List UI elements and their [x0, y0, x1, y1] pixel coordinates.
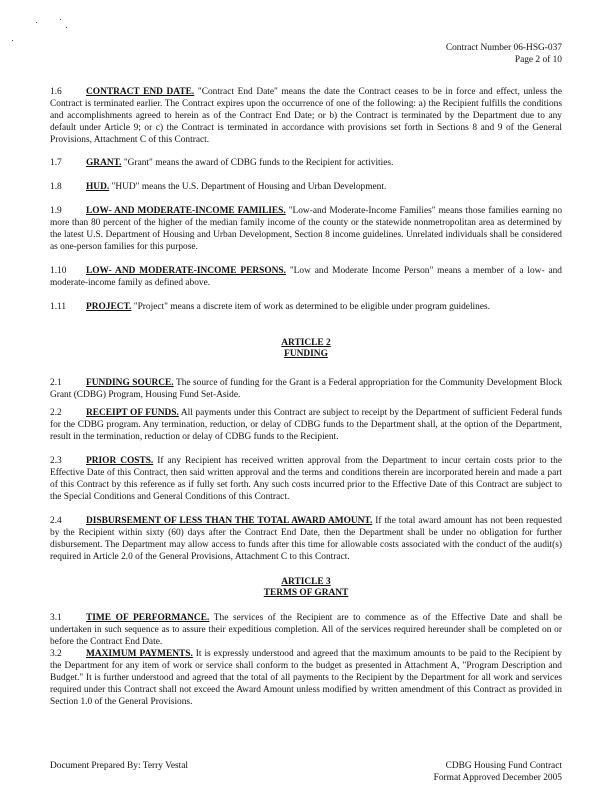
section-heading: RECEIPT OF FUNDS. — [86, 408, 179, 418]
section-heading: TIME OF PERFORMANCE. — [86, 613, 210, 623]
contract-type: CDBG Housing Fund Contract — [445, 761, 562, 771]
article-3-subtitle: TERMS OF GRANT — [263, 588, 349, 598]
section-3-1 — [50, 612, 562, 648]
section-number: 2.1 — [50, 378, 62, 388]
section-1-9 — [50, 205, 562, 253]
section-text: The services of the Recipient are to commence as of the Effective Date and shall be undertaken in such sequence as to assure their expeditious completion. All of the services required hereunder shall be completed on or before the Contract End Date. — [50, 613, 562, 647]
section-heading: CONTRACT END DATE. — [86, 87, 195, 97]
section-1-7 — [50, 157, 562, 169]
section-heading: MAXIMUM PAYMENTS. — [86, 649, 193, 659]
section-number: 2.3 — [50, 456, 62, 466]
section-3-2 — [50, 648, 562, 708]
section-heading: DISBURSEMENT OF LESS THAN THE TOTAL AWARD AMOUNT. — [86, 516, 373, 526]
section-1-10 — [50, 265, 562, 289]
section-2-1 — [50, 377, 562, 401]
section-2-4 — [50, 515, 562, 563]
section-text: "Low-and Moderate-Income Families" means those families earning no more than 80 percent of the higher of the median family income of the county or the statewide nonmetropolitan area as determined by the latest U.S. Department of Housing and Urban Development, Section 8 income guidelines. Unrelated individuals shall be considered as one-person families for this purpose. — [50, 206, 563, 252]
section-text: "HUD" means the U.S. Department of Housing and Urban Development. — [109, 182, 387, 192]
section-number: 1.9 — [50, 206, 62, 216]
section-number: 2.2 — [50, 408, 62, 418]
section-heading: LOW- AND MODERATE-INCOME FAMILIES. — [86, 206, 286, 216]
section-1-11 — [50, 301, 562, 313]
section-heading: HUD. — [86, 182, 110, 192]
section-text: It is expressly understood and agreed that the maximum amounts to be paid to the Recipient by the Department for any item of work or service shall conform to the budget as presented in Attachment A, "Program Description and Budget." It is further understood and agreed that the total of all payments to the Recipient by the Department for all work and services required under this Contract shall not exceed the Award Amount unless modified by written amendment of this Contract as provided in Section 1.0 of the General Provisions. — [50, 649, 562, 707]
section-number: 1.8 — [50, 182, 62, 192]
section-number: 1.6 — [50, 87, 62, 97]
section-2-3 — [50, 455, 562, 503]
section-text: The source of funding for the Grant is a Federal appropriation for the Community Development Block Grant (CDBG) Program, Housing Fund Set-Aside. — [50, 378, 563, 400]
page-number: Page 2 of 10 — [514, 55, 562, 65]
section-heading: PROJECT. — [86, 302, 132, 312]
contract-number: Contract Number 06-HSG-037 — [445, 43, 562, 53]
section-number: 2.4 — [50, 516, 62, 526]
section-heading: FUNDING SOURCE. — [86, 378, 174, 388]
section-number: 1.11 — [50, 302, 67, 312]
section-heading: GRANT. — [86, 158, 122, 168]
section-number: 3.1 — [50, 613, 62, 623]
section-text: If any Recipient has received written approval from the Department to incur certain costs prior to the Effective Date of this Contract, then said written approval and the terms and conditions therein are incorporated herein and made a part of this Contract by this reference as if fully set forth. Any such costs incurred prior to the Effective Date of this Contract are subject to the Special Conditions and General Conditions of this Contract. — [50, 456, 562, 502]
section-text: All payments under this Contract are subject to receipt by the Department of sufficient Federal funds for the CDBG program. Any termination, reduction, or delay of CDBG funds to the Department shall, at the option of the Department, result in the termination, reduction or delay of CDBG funds to the Recipient. — [50, 408, 562, 442]
section-heading: PRIOR COSTS. — [86, 456, 154, 466]
article-2-title: ARTICLE 2 — [281, 338, 331, 348]
format-approved: Format Approved December 2005 — [433, 773, 562, 783]
section-1-6 — [50, 86, 562, 146]
section-number: 1.10 — [50, 266, 67, 276]
section-2-2 — [50, 407, 562, 443]
section-text: "Contract End Date" means the date the Contract ceases to be in force and effect, unless the Contract is terminated earlier. The Contract expires upon the occurrence of one of the following: a) the Recipient fulfills the conditions and accomplishments agreed to herein as of the Contract End Date; or b) the Contract is terminated by the Department due to any default under Article 9; or c) the Contract is terminated in accordance with provisions set forth in Sections 8 and 9 of the General Provisions, Attachment C of this Contract. — [50, 87, 563, 145]
section-1-8 — [50, 181, 562, 193]
section-text: If the total award amount has not been requested by the Recipient within sixty (60) days after the Contract End Date, then the Department shall be under no obligation for further disbursement. The Department may allow access to funds after this time for allowable costs associated with the conduct of the audit(s) required in Article 2.0 of the General Provisions, Attachment C to this Contract. — [50, 516, 562, 562]
prepared-by: Document Prepared By: Terry Vestal — [50, 761, 189, 771]
article-3-title: ARTICLE 3 — [281, 577, 331, 587]
section-number: 3.2 — [50, 649, 62, 659]
article-2-subtitle: FUNDING — [284, 349, 328, 359]
section-text: "Low and Moderate Income Person" means a member of a low- and moderate-income family as defined above. — [50, 266, 562, 288]
section-number: 1.7 — [50, 158, 62, 168]
section-text: "Project" means a discrete item of work as determined to be eligible under program guidelines. — [131, 302, 490, 312]
section-heading: LOW- AND MODERATE-INCOME PERSONS. — [86, 266, 286, 276]
section-text: "Grant" means the award of CDBG funds to the Recipient for activities. — [121, 158, 394, 168]
